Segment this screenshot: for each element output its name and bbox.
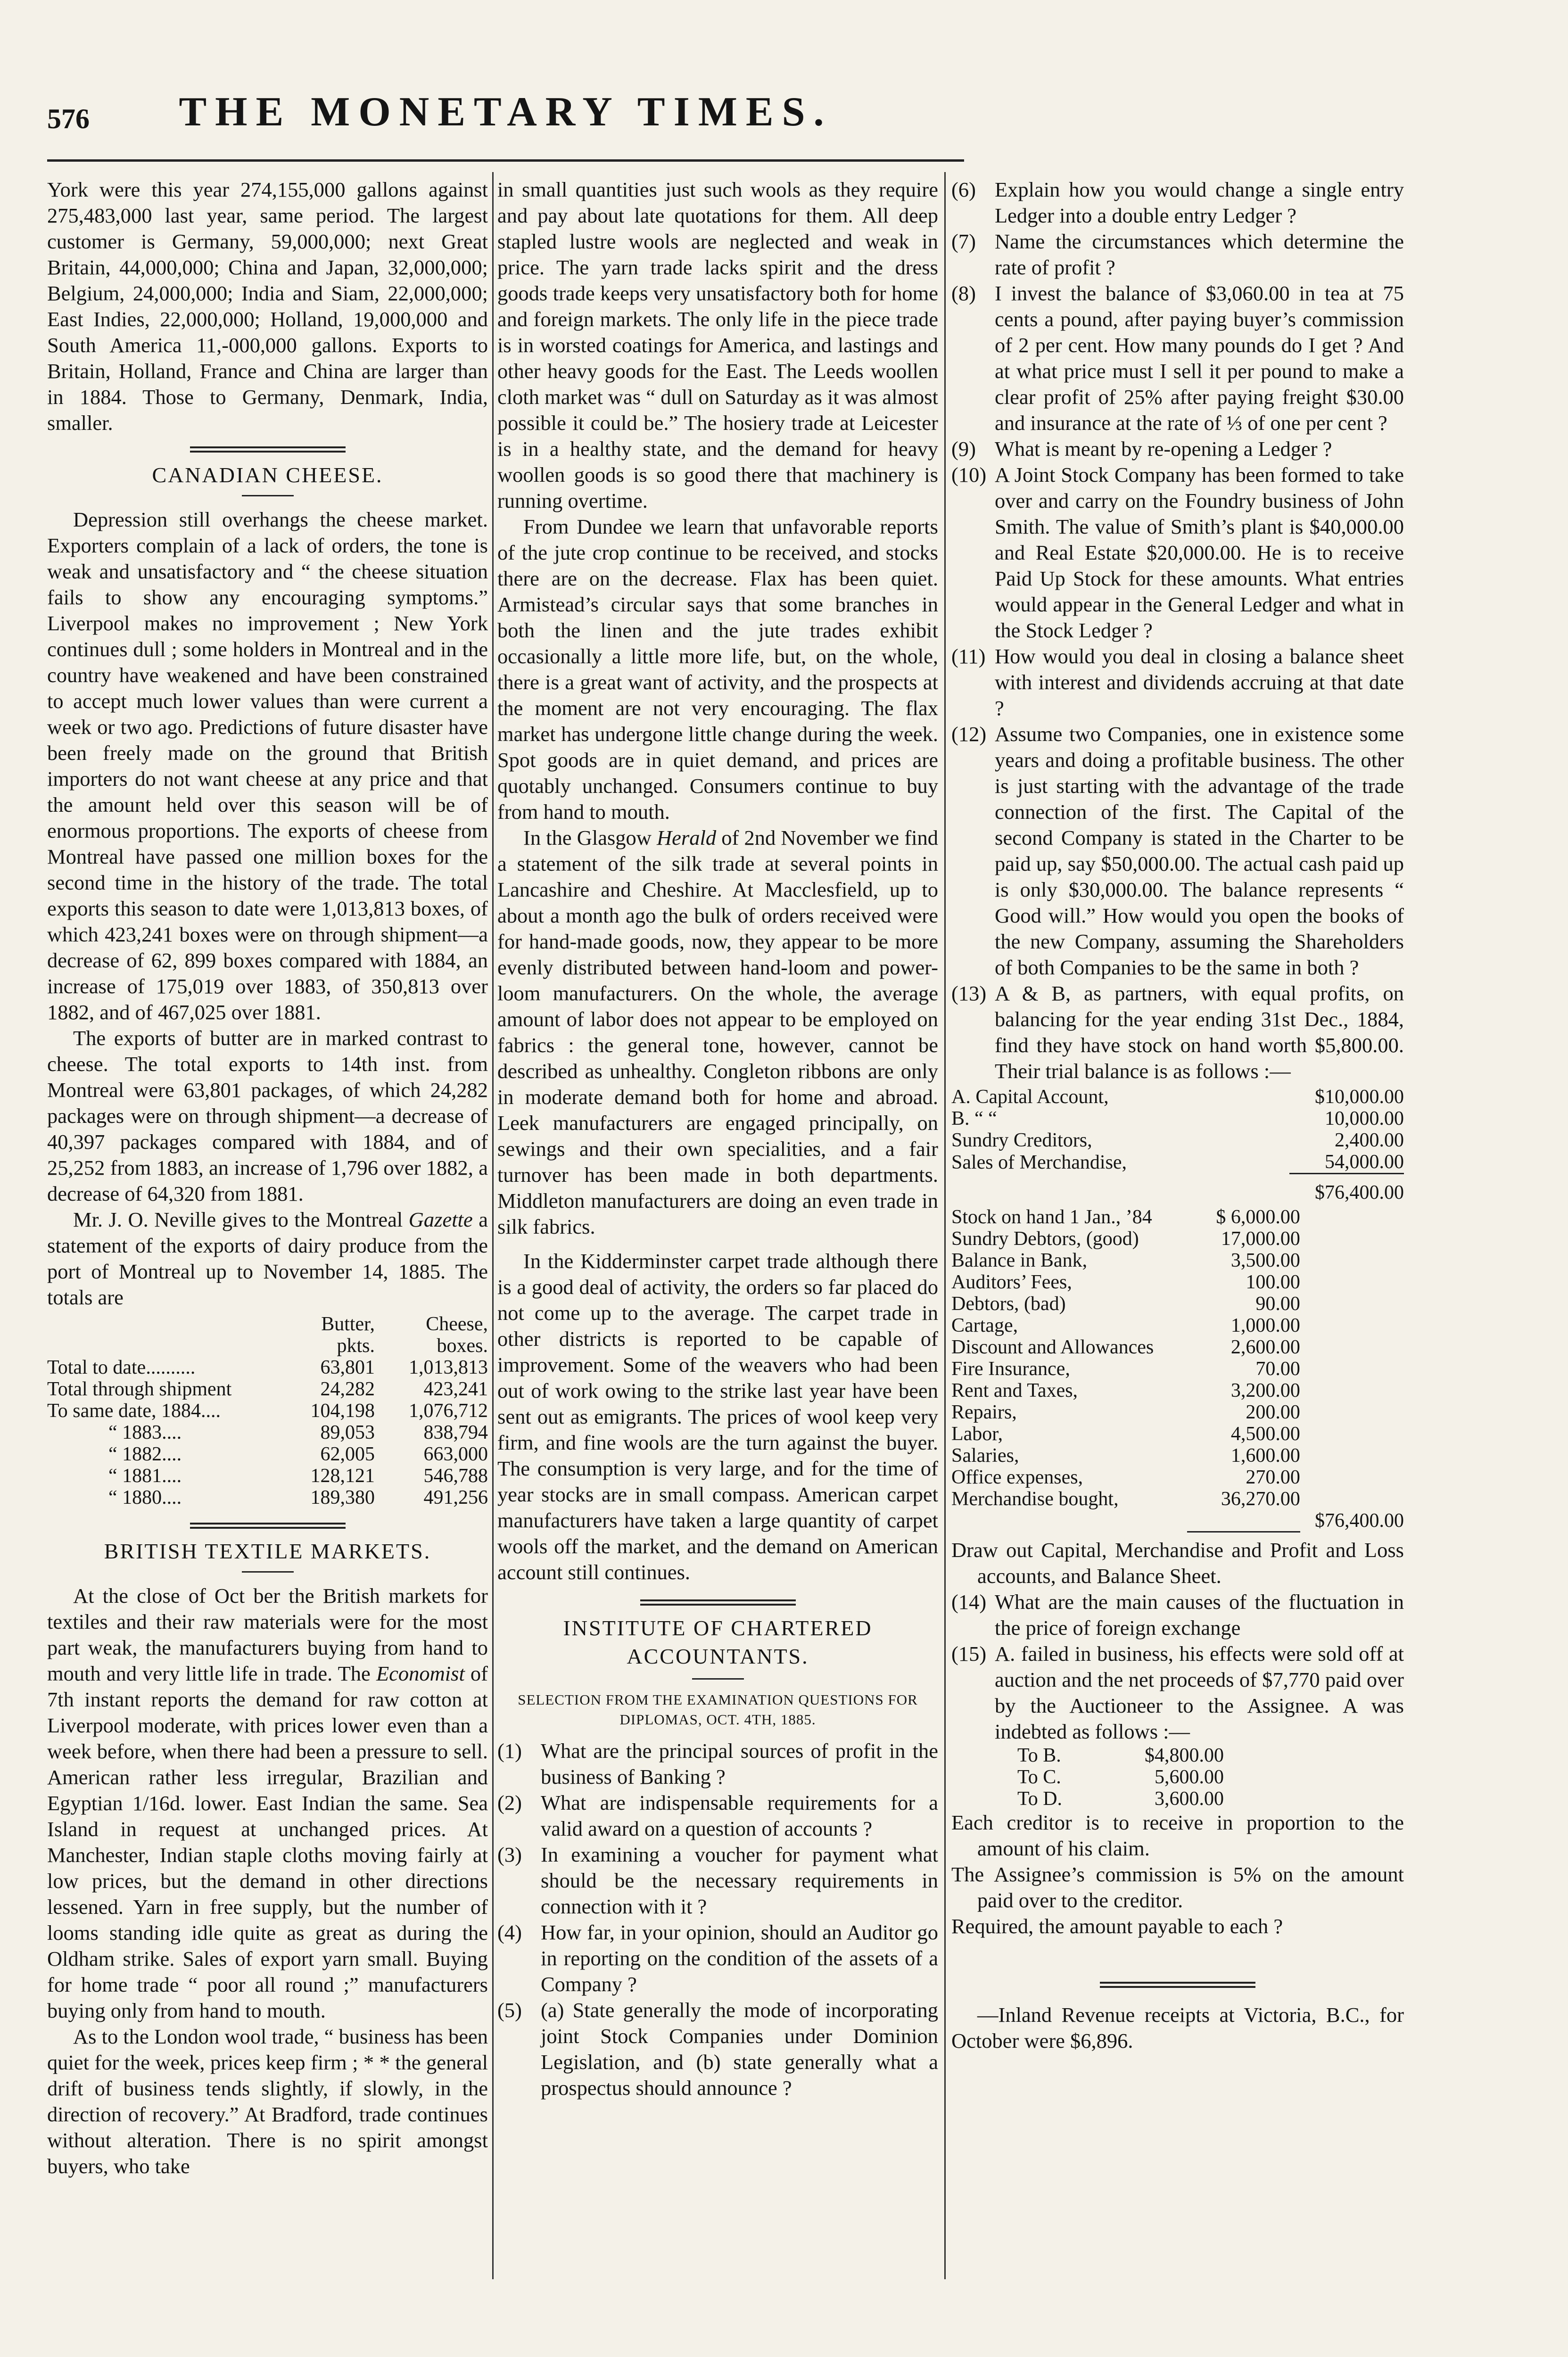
question-number: (1) [497, 1739, 522, 1763]
account-name: Labor, [951, 1423, 1003, 1445]
table-row [47, 1357, 488, 1378]
paragraph: —Inland Revenue receipts at Victoria, B.C., for October were $6,896. [951, 2003, 1404, 2052]
account-name: Merchandise bought, [951, 1488, 1119, 1510]
section-heading-institute: INSTITUTE OF CHARTERED ACCOUNTANTS. [563, 1616, 873, 1668]
creditor-amount: 3,600.00 [1155, 1788, 1224, 1810]
spacer [1300, 1445, 1404, 1467]
butter-value: 104,198 [310, 1400, 375, 1422]
heading-rule [242, 495, 294, 496]
table-header-row [47, 1313, 488, 1335]
question-item [951, 280, 1404, 436]
section-divider [190, 1523, 346, 1529]
paragraph: As to the London wool trade, “ business has been quiet for the week, prices keep firm ; * * the general drift of business tends slightly, if slowly, in the direction of recovery.” At Bradford, trade continues without alteration. There is no spirit amongst buyers, who take [47, 2025, 488, 2178]
ledger-row [951, 1401, 1404, 1423]
ledger-row [951, 1336, 1404, 1358]
question-number: (11) [951, 644, 986, 668]
butter-value: 128,121 [310, 1465, 375, 1487]
table-header-row [47, 1335, 488, 1357]
heading-rule [242, 1571, 294, 1573]
account-name: Repairs, [951, 1401, 1017, 1423]
butter-value: 62,005 [320, 1443, 375, 1465]
question-item [951, 436, 1404, 462]
account-name: Sundry Debtors, (good) [951, 1228, 1139, 1250]
trial-balance-credits [951, 1086, 1404, 1203]
text-run: of 7th instant reports the demand for raw cotton at Liverpool moderate, with prices lower even than a week before, when there had been a pressure to sell. American rather less irregular, Brazilian and Egyptian 1/16d. lower. East Indian the same. Sea Island in request at unchanged prices. At Manchester, Indian staple cloths moving fairly at low prices, but the demand in other directions lessened. Yarn in free supply, but the number of looms standing idle quite as great as during the Oldham strike. Sales of export yarn small. Buying for home trade “ poor all round ;” manufacturers buying only from hand to mouth. [47, 1662, 488, 2022]
spacer [1300, 1250, 1404, 1271]
page-number: 576 [47, 103, 90, 134]
question-item [951, 1589, 1404, 1641]
butter-value: 24,282 [320, 1378, 375, 1400]
newspaper-name: Gazette [408, 1208, 473, 1231]
account-name: Balance in Bank, [951, 1250, 1088, 1271]
account-amount: $10,000.00 [1315, 1086, 1404, 1108]
row-label: Total through shipment [47, 1378, 232, 1400]
text-run: At the close of Oct ber the British markets for textiles and their raw materials were for the most part weak, the manufacturers buying from hand to mouth and very little life in trade. The [47, 1584, 488, 1685]
account-amount: $ 6,000.00 [1216, 1206, 1300, 1228]
text-run: a statement of the exports of dairy produce from the port of Montreal up to November 14, 1885. The totals are [47, 1208, 488, 1309]
question-number: (4) [497, 1920, 522, 1944]
creditor-amounts [1017, 1745, 1224, 1810]
spacer [1300, 1423, 1404, 1445]
heading-rule [692, 1678, 744, 1680]
column-header: Cheese, [426, 1313, 488, 1335]
account-amount: 1,000.00 [1230, 1315, 1300, 1336]
cheese-value: 838,794 [423, 1422, 488, 1443]
question-number: (8) [951, 281, 976, 305]
spacer [1176, 1129, 1289, 1151]
account-amount: 3,500.00 [1230, 1250, 1300, 1271]
cheese-value: 546,788 [423, 1465, 488, 1487]
account-amount: 70.00 [1255, 1358, 1300, 1380]
ledger-row [951, 1086, 1404, 1108]
spacer [1300, 1293, 1404, 1315]
question-text: Name the circumstances which determine the rate of profit ? [995, 230, 1404, 279]
question-item [951, 177, 1404, 229]
account-name: Auditors’ Fees, [951, 1271, 1072, 1293]
spacer [1300, 1488, 1404, 1510]
spacer [1300, 1467, 1404, 1488]
account-name: B. “ “ [951, 1108, 997, 1129]
paragraph [47, 1207, 488, 1310]
creditor-row [1017, 1788, 1224, 1810]
question-item [951, 462, 1404, 643]
ledger-row [951, 1250, 1404, 1271]
paragraph: Depression still overhangs the cheese market. Exporters complain of a lack of orders, the tone is weak and unsatisfactory and “ the cheese situation fails to show any encouraging symptoms.” Liverpool makes no improvement ; New York continues dull ; some holders in Montreal and in the country have weakened and have been constrained to accept much lower values than were current a week or two ago. Predictions of future disaster have been freely made on the ground that British importers do not want cheese at any price and that the amount held over this season will be of enormous proportions. The exports of cheese from Montreal have passed one million boxes for the second time in the history of the trade. The total exports this season to date were 1,013,813 boxes, of which 423,241 boxes were on through shipment—a decrease of 62, 899 boxes compared with 1884, an increase of 175,019 over 1883, of 350,813 over 1882, and of 467,025 over 1881. [47, 508, 488, 1024]
account-amount: 90.00 [1255, 1293, 1300, 1315]
question-number: (12) [951, 722, 987, 746]
creditor-row [1017, 1745, 1224, 1766]
paragraph: In the Kidderminster carpet trade although there is a good deal of activity, the orders so far placed do not come up to the average. The carpet trade in other districts is reported to be capable of improvement. Some of the weavers who had been out of work owing to the strike last year have been sent out as emigrants. The prices of wool keep very firm, and fine wools are the turn against the buyer. The consumption is very large, and for the time of year stocks are in small compass. American carpet manufacturers have taken a large quantity of carpet wools off the market, and the demand on American account still continues. [497, 1249, 938, 1584]
question-text: What are the principal sources of profit in the business of Banking ? [541, 1739, 938, 1788]
question-text: Explain how you would change a single entry Ledger into a double entry Ledger ? [995, 178, 1404, 227]
section-divider [640, 1599, 796, 1606]
question-number: (15) [951, 1641, 987, 1665]
account-amount: 10,000.00 [1325, 1108, 1404, 1129]
paragraph: The exports of butter are in marked contrast to cheese. The total exports to 14th inst. from Montreal were 63,801 packages, of which 24,282 packages were on through shipment—a decrease of 40,397 packages compared with 1884, and of 25,252 from 1883, an increase of 1,796 over 1882, a decrease of 64,320 from 1881. [47, 1026, 488, 1205]
question-number: (14) [951, 1590, 987, 1614]
ledger-row [951, 1380, 1404, 1401]
creditor-row [1017, 1766, 1224, 1788]
paragraph: Each creditor is to receive in proportion to the amount of his claim. [951, 1810, 1404, 1860]
question-item [497, 1997, 938, 2101]
account-name: Fire Insurance, [951, 1358, 1070, 1380]
row-label: “ 1883.... [108, 1422, 182, 1443]
row-label: To same date, 1884.... [47, 1400, 221, 1422]
column-header: boxes. [437, 1335, 488, 1357]
question-text: Assume two Companies, one in existence some years and doing a profitable business. The other is just starting with the advantage of the trade connection of the first. The Capital of the second Company is stated in the Charter to be paid up, say $50,000.00. The actual cash paid up is only $30,000.00. The balance represents “ Good will.” How would you open the books of the new Company, assuming the Shareholders of both Companies to be the same in both ? [995, 722, 1404, 979]
table-row [47, 1422, 488, 1443]
account-amount: 17,000.00 [1221, 1228, 1300, 1250]
question-item [951, 721, 1404, 981]
creditor-name: To D. [1017, 1788, 1063, 1810]
cheese-value: 423,241 [423, 1378, 488, 1400]
total-row [951, 1174, 1404, 1204]
spacer [1300, 1380, 1404, 1401]
spacer [1176, 1151, 1289, 1174]
account-amount: 36,270.00 [1221, 1488, 1300, 1510]
total-row [951, 1510, 1404, 1532]
column-header: pkts. [337, 1335, 375, 1357]
newspaper-name: Economist [376, 1662, 465, 1685]
text-run: In the Glasgow [523, 826, 657, 849]
question-text: How far, in your opinion, should an Auditor go in reporting on the condition of the assets of a Company ? [541, 1920, 938, 1996]
question-item [951, 1641, 1404, 1745]
creditor-name: To C. [1017, 1766, 1061, 1788]
text-run: Mr. J. O. Neville gives to the Montreal [73, 1208, 409, 1231]
paragraph: The Assignee’s commission is 5% on the amount paid over to the creditor. [951, 1862, 1404, 1912]
question-text: A & B, as partners, with equal profits, on balancing for the year ending 31st Dec., 1884, find they have stock on hand worth $5,800.00. Their trial balance is as follows :— [995, 981, 1404, 1083]
account-name: Debtors, (bad) [951, 1293, 1066, 1315]
spacer [1176, 1108, 1289, 1129]
ledger-row [951, 1271, 1404, 1293]
butter-value: 63,801 [320, 1357, 375, 1378]
dairy-exports-table [47, 1313, 488, 1508]
question-item [497, 1920, 938, 1997]
row-label: “ 1880.... [108, 1487, 182, 1508]
creditor-name: To B. [1017, 1744, 1061, 1766]
account-amount: 2,400.00 [1335, 1129, 1404, 1151]
question-list [497, 1738, 938, 2101]
ledger-row [951, 1488, 1404, 1510]
newspaper-name: Herald [657, 826, 717, 849]
section-heading-textile: BRITISH TEXTILE MARKETS. [104, 1539, 431, 1563]
question-text: What are indispensable requirements for a valid award on a question of accounts ? [541, 1791, 938, 1840]
account-name: Office expenses, [951, 1467, 1083, 1488]
question-text: What is meant by re-opening a Ledger ? [995, 437, 1332, 461]
table-row [47, 1378, 488, 1400]
spacer [1300, 1228, 1404, 1250]
account-amount: 270.00 [1246, 1467, 1300, 1488]
creditor-amount: $4,800.00 [1145, 1744, 1224, 1766]
question-item [951, 981, 1404, 1084]
account-amount: 200.00 [1246, 1401, 1300, 1423]
account-amount: 4,500.00 [1230, 1423, 1300, 1445]
ledger-row [951, 1293, 1404, 1315]
question-item [951, 643, 1404, 721]
table-row [47, 1465, 488, 1487]
paragraph: Draw out Capital, Merchandise and Profit and Loss accounts, and Balance Sheet. [951, 1538, 1404, 1588]
question-text: (a) State generally the mode of incorporating joint Stock Companies under Dominion Legislation, and (b) state generally what a prospectus should announce ? [541, 1998, 938, 2100]
account-name: Salaries, [951, 1445, 1019, 1467]
account-name: Rent and Taxes, [951, 1380, 1078, 1401]
ledger-row [951, 1423, 1404, 1445]
butter-value: 189,380 [310, 1487, 375, 1508]
question-number: (13) [951, 981, 987, 1005]
row-label: “ 1881.... [108, 1465, 182, 1487]
column-header: Butter, [321, 1313, 375, 1335]
spacer [1300, 1206, 1404, 1228]
spacer [1300, 1336, 1404, 1358]
account-name: Cartage, [951, 1315, 1018, 1336]
cheese-value: 663,000 [423, 1443, 488, 1465]
account-name: Sundry Creditors, [951, 1129, 1092, 1151]
spacer [1300, 1315, 1404, 1336]
question-text: What are the main causes of the fluctuation in the price of foreign exchange [995, 1590, 1404, 1640]
question-text: A. failed in business, his effects were sold off at auction and the net proceeds of $7,770 paid over by the Auctioneer to the Assignee. A was indebted as follows :— [995, 1641, 1404, 1743]
news-brief [951, 1982, 1404, 2054]
masthead: THE MONETARY TIMES. [179, 89, 833, 135]
row-label: Total to date.......... [47, 1357, 196, 1378]
account-amount: 3,200.00 [1230, 1380, 1300, 1401]
page-header [47, 89, 964, 148]
subheading: SELECTION FROM THE EXAMINATION QUESTIONS FOR DIPLOMAS, OCT. 4TH, 1885. [518, 1691, 918, 1728]
column-2 [497, 177, 938, 2101]
paragraph: From Dundee we learn that unfavorable reports of the jute crop continue to be received, and stocks there are on the decrease. Flax has been quiet. Armistead’s circular says that some branches in both the linen and the jute trades exhibit occasionally a little more life, but, on the whole, there is a great want of activity, and the prospects at the moment are not very encouraging. The flax market has undergone little change during the week. Spot goods are in quiet demand, and prices are quotably unchanged. Consumers continue to buy from hand to mouth. [497, 515, 938, 824]
paragraph [497, 825, 938, 1240]
spacer [1300, 1358, 1404, 1380]
question-item [497, 1790, 938, 1842]
account-amount: 1,600.00 [1230, 1445, 1300, 1467]
table-row [47, 1443, 488, 1465]
column-1 [47, 177, 488, 2179]
cheese-value: 1,013,813 [409, 1357, 488, 1378]
ledger-row [951, 1129, 1404, 1151]
cheese-value: 1,076,712 [409, 1400, 488, 1422]
question-text: A Joint Stock Company has been formed to take over and carry on the Foundry business of John Smith. The value of Smith’s plant is $40,000.00 and Real Estate $20,000.00. He is to receive Paid Up Stock for these amounts. What entries would appear in the General Ledger and what in the Stock Ledger ? [995, 463, 1404, 642]
paragraph: in small quantities just such wools as they require and pay about late quotations for them. All deep stapled lustre wools are neglected and weak in price. The yarn trade lacks spirit and the dress goods trade keeps very unsatisfactory both for home and foreign markets. The only life in the piece trade is in worsted coatings for America, and lastings and other heavy goods for the East. The Leeds woollen cloth market was “ dull on Saturday as it was almost possible it could be.” The hosiery trade at Leicester is in a healthy state, and the demand for heavy woollen goods is so good there that machinery is running overtime. [497, 178, 938, 512]
creditor-amount: 5,600.00 [1155, 1766, 1224, 1788]
ledger-row [951, 1151, 1404, 1174]
paragraph [47, 1583, 488, 2024]
account-amount: 100.00 [1246, 1271, 1300, 1293]
account-name: A. Capital Account, [951, 1086, 1109, 1108]
table-row [47, 1487, 488, 1508]
question-item [951, 229, 1404, 280]
section-divider [190, 446, 346, 453]
ledger-row [951, 1467, 1404, 1488]
table-row [47, 1400, 488, 1422]
section-heading-cheese: CANADIAN CHEESE. [152, 463, 383, 487]
column-rule-2 [944, 172, 946, 2279]
question-number: (10) [951, 463, 987, 486]
ledger-row [951, 1206, 1404, 1228]
question-number: (2) [497, 1791, 522, 1814]
butter-value: 89,053 [320, 1422, 375, 1443]
question-number: (3) [497, 1843, 522, 1866]
ledger-row [951, 1445, 1404, 1467]
column-rule-1 [492, 172, 494, 2279]
column-3 [951, 177, 1404, 2054]
account-name: Discount and Allowances [951, 1336, 1154, 1358]
question-number: (7) [951, 230, 976, 253]
text-run: of 2nd November we find a statement of the silk trade at several points in Lancashire and Cheshire. At Macclesfield, up to about a month ago the bulk of orders received were for hand-made goods, now, they appear to be more evenly distributed between hand-loom and power-loom manufacturers. On the whole, the average amount of labor does not appear to be employed on fabrics : the general tone, however, cannot be described as unhealthy. Congleton ribbons are only in moderate demand both for home and abroad. Leek manufacturers are engaged principally, on sewings and their own specialities, and a fair turnover has been made in both departments. Middleton manufacturers are doing an even trade in silk fabrics. [497, 826, 938, 1238]
question-item [497, 1738, 938, 1790]
cheese-value: 491,256 [423, 1487, 488, 1508]
paragraph: Required, the amount payable to each ? [951, 1914, 1283, 1938]
question-number: (9) [951, 437, 976, 461]
question-number: (6) [951, 178, 976, 201]
account-name: Sales of Merchandise, [951, 1151, 1127, 1173]
question-list [951, 177, 1404, 1084]
spacer [1176, 1086, 1289, 1108]
row-label: “ 1882.... [108, 1443, 182, 1465]
question-item [497, 1842, 938, 1920]
account-name: Stock on hand 1 Jan., ’84 [951, 1206, 1152, 1228]
paragraph: York were this year 274,155,000 gallons against 275,483,000 last year, same period. The largest customer is Germany, 59,000,000; next Great Britain, 44,000,000; China and Japan, 32,000,000; Belgium, 24,000,000; India and Siam, 22,000,000; East Indies, 22,000,000; Holland, 19,000,000 and South America 11,-000,000 gallons. Exports to Britain, Holland, France and China are larger than in 1884. Those to Germany, Denmark, India, smaller. [47, 178, 488, 435]
account-amount: 54,000.00 [1325, 1151, 1404, 1173]
credit-total: $76,400.00 [1289, 1174, 1404, 1204]
question-text: In examining a voucher for payment what should be the necessary requirements in connection with it ? [541, 1843, 938, 1918]
question-text: How would you deal in closing a balance sheet with interest and dividends accruing at that date ? [995, 644, 1404, 720]
section-divider [1100, 1982, 1255, 1988]
debit-total: $76,400.00 [1315, 1510, 1404, 1532]
spacer [1300, 1271, 1404, 1293]
question-text: I invest the balance of $3,060.00 in tea at 75 cents a pound, after paying buyer’s commission of 2 per cent. How many pounds do I get ? And at what price must I sell it per pound to make a clear profit of 25% after paying freight $30.00 and insurance at the rate of ⅓ of one per cent ? [995, 281, 1404, 435]
ledger-row [951, 1358, 1404, 1380]
ledger-row [951, 1108, 1404, 1129]
question-number: (5) [497, 1998, 522, 2022]
ledger-row [951, 1228, 1404, 1250]
ledger-row [951, 1315, 1404, 1336]
account-amount: 2,600.00 [1230, 1336, 1300, 1358]
spacer [1300, 1401, 1404, 1423]
header-rule [47, 159, 964, 162]
trial-balance-debits [951, 1206, 1404, 1533]
